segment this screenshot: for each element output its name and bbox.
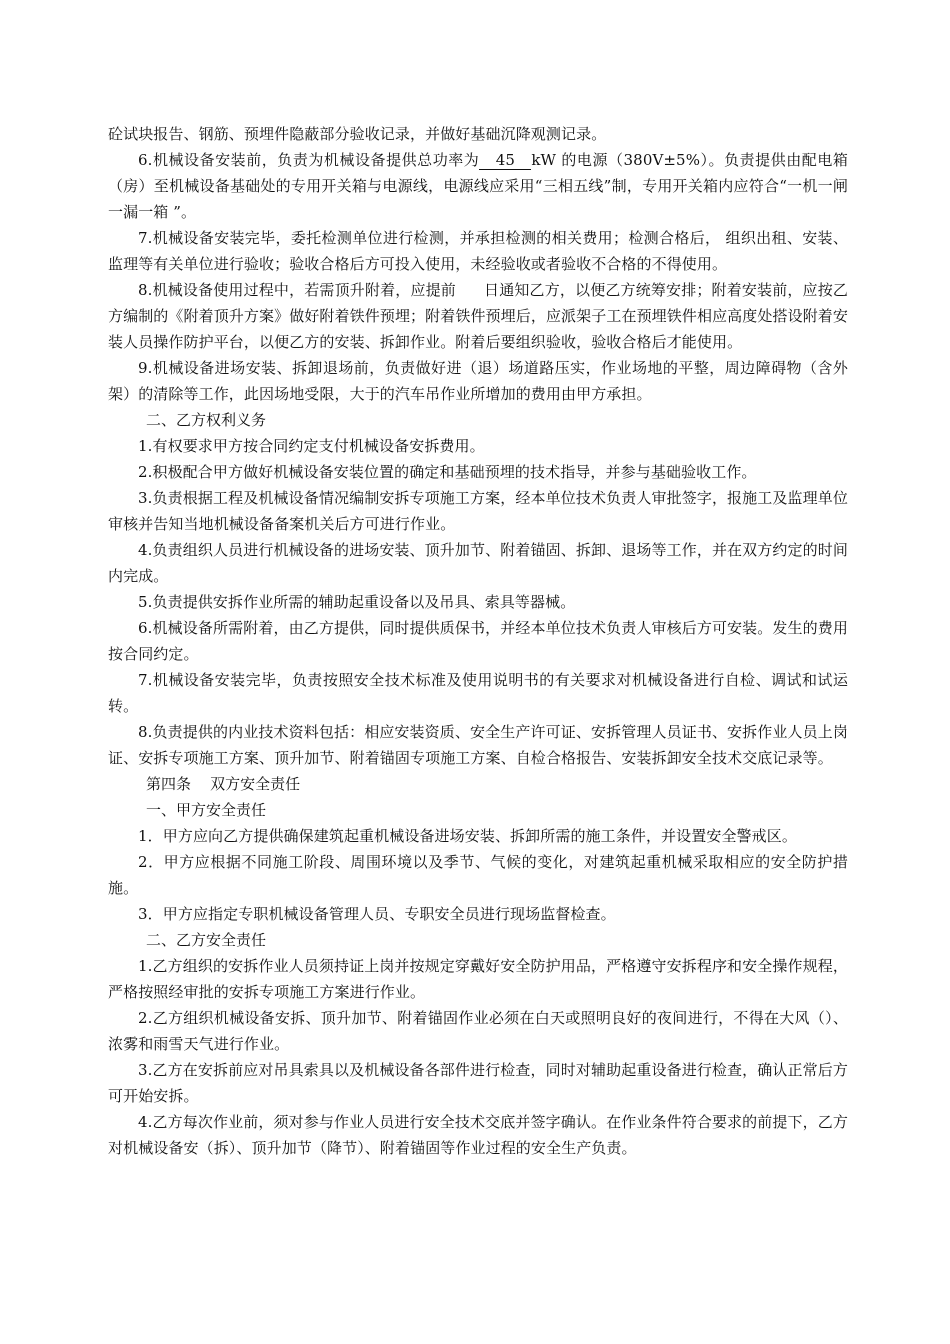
article-heading: 第四条 双方安全责任	[146, 775, 301, 793]
list-item: 1.有权要求甲方按合同约定支付机械设备安拆费用。	[138, 437, 485, 455]
clause-6-power-supply	[108, 147, 848, 225]
list-item: 7.机械设备安装完毕，负责按照安全技术标准及使用说明书的有关要求对机械设备进行自检、调试和试运转。	[108, 671, 848, 715]
paragraph-continuation: 砼试块报告、钢筋、预埋件隐蔽部分验收记录，并做好基础沉降观测记录。	[108, 125, 607, 143]
clause-text: 日通知乙方，以便乙方统筹安排；附着安装前，应按乙方编制的《附着顶升方案》做好附着铁件预埋；附着铁件预埋后，应派架子工在预埋铁件相应高度处搭设附着安装人员操作防护平台，以便乙方的安装、拆卸作业。附着后要组织验收，验收合格后才能使用。	[108, 281, 848, 351]
list-item: 2.乙方组织机械设备安拆、顶升加节、附着锚固作业必须在白天或照明良好的夜间进行，不得在大风（）、浓雾和雨雪天气进行作业。	[108, 1009, 848, 1053]
section-heading-party-b-safety: 二、乙方安全责任	[146, 931, 267, 949]
list-item: 8.负责提供的内业技术资料包括：相应安装资质、安全生产许可证、安拆管理人员证书、安拆作业人员上岗证、安拆专项施工方案、顶升加节、附着锚固专项施工方案、自检合格报告、安装拆卸安全技术交底记录等。	[108, 723, 848, 767]
list-item: 1．甲方应向乙方提供确保建筑起重机械设备进场安装、拆卸所需的施工条件，并设置安全警戒区。	[138, 827, 797, 845]
list-item: 5.负责提供安拆作业所需的辅助起重设备以及吊具、索具等器械。	[138, 593, 576, 611]
list-item: 4.负责组织人员进行机械设备的进场安装、顶升加节、附着锚固、拆卸、退场等工作，并在双方约定的时间内完成。	[108, 541, 848, 585]
clause-text: 8.机械设备使用过程中，若需顶升附着，应提前	[138, 281, 456, 299]
list-item: 3.乙方在安拆前应对吊具索具以及机械设备各部件进行检查，同时对辅助起重设备进行检查，确认正常后方可开始安拆。	[108, 1061, 848, 1105]
clause-7-inspection: 7.机械设备安装完毕，委托检测单位进行检测，并承担检测的相关费用；检测合格后， 组织出租、安装、监理等有关单位进行验收；验收合格后方可投入使用，未经验收或者验收不合格的不得使用。	[108, 229, 848, 273]
clause-text: kW 的电源（380V±5%）。负责提供由配电箱（房）至机械设备基础处的专用开关箱与电源线，电源线应采用“三相五线”制，专用开关箱内应符合“一机一闸一漏一箱 ”。	[108, 151, 848, 221]
list-item: 2.积极配合甲方做好机械设备安装位置的确定和基础预埋的技术指导，并参与基础验收工作。	[138, 463, 757, 481]
power-value-blank: 45	[479, 151, 531, 170]
clause-9-site-preparation: 9.机械设备进场安装、拆卸退场前，负责做好进（退）场道路压实，作业场地的平整，周边障碍物（含外架）的清除等工作，此因场地受限，大于的汽车吊作业所增加的费用由甲方承担。	[108, 359, 848, 403]
section-heading-party-b-rights: 二、乙方权利义务	[146, 411, 267, 429]
list-item: 1.乙方组织的安拆作业人员须持证上岗并按规定穿戴好安全防护用品，严格遵守安拆程序和安全操作规程，严格按照经审批的安拆专项施工方案进行作业。	[108, 957, 848, 1001]
clause-8-jacking	[108, 277, 848, 355]
document-page	[108, 121, 848, 1161]
list-item: 6.机械设备所需附着，由乙方提供，同时提供质保书，并经本单位技术负责人审核后方可安装。发生的费用按合同约定。	[108, 619, 848, 663]
list-item: 2．甲方应根据不同施工阶段、周围环境以及季节、气候的变化，对建筑起重机械采取相应的安全防护措施。	[108, 853, 848, 897]
section-heading-party-a-safety: 一、甲方安全责任	[146, 801, 267, 819]
clause-text: 6.机械设备安装前，负责为机械设备提供总功率为	[138, 151, 480, 169]
list-item: 3.负责根据工程及机械设备情况编制安拆专项施工方案，经本单位技术负责人审批签字，报施工及监理单位审核并告知当地机械设备备案机关后方可进行作业。	[108, 489, 848, 533]
list-item: 3．甲方应指定专职机械设备管理人员、专职安全员进行现场监督检查。	[138, 905, 616, 923]
list-item: 4.乙方每次作业前，须对参与作业人员进行安全技术交底并签字确认。在作业条件符合要求的前提下，乙方对机械设备安（拆）、顶升加节（降节）、附着锚固等作业过程的安全生产负责。	[108, 1113, 848, 1157]
